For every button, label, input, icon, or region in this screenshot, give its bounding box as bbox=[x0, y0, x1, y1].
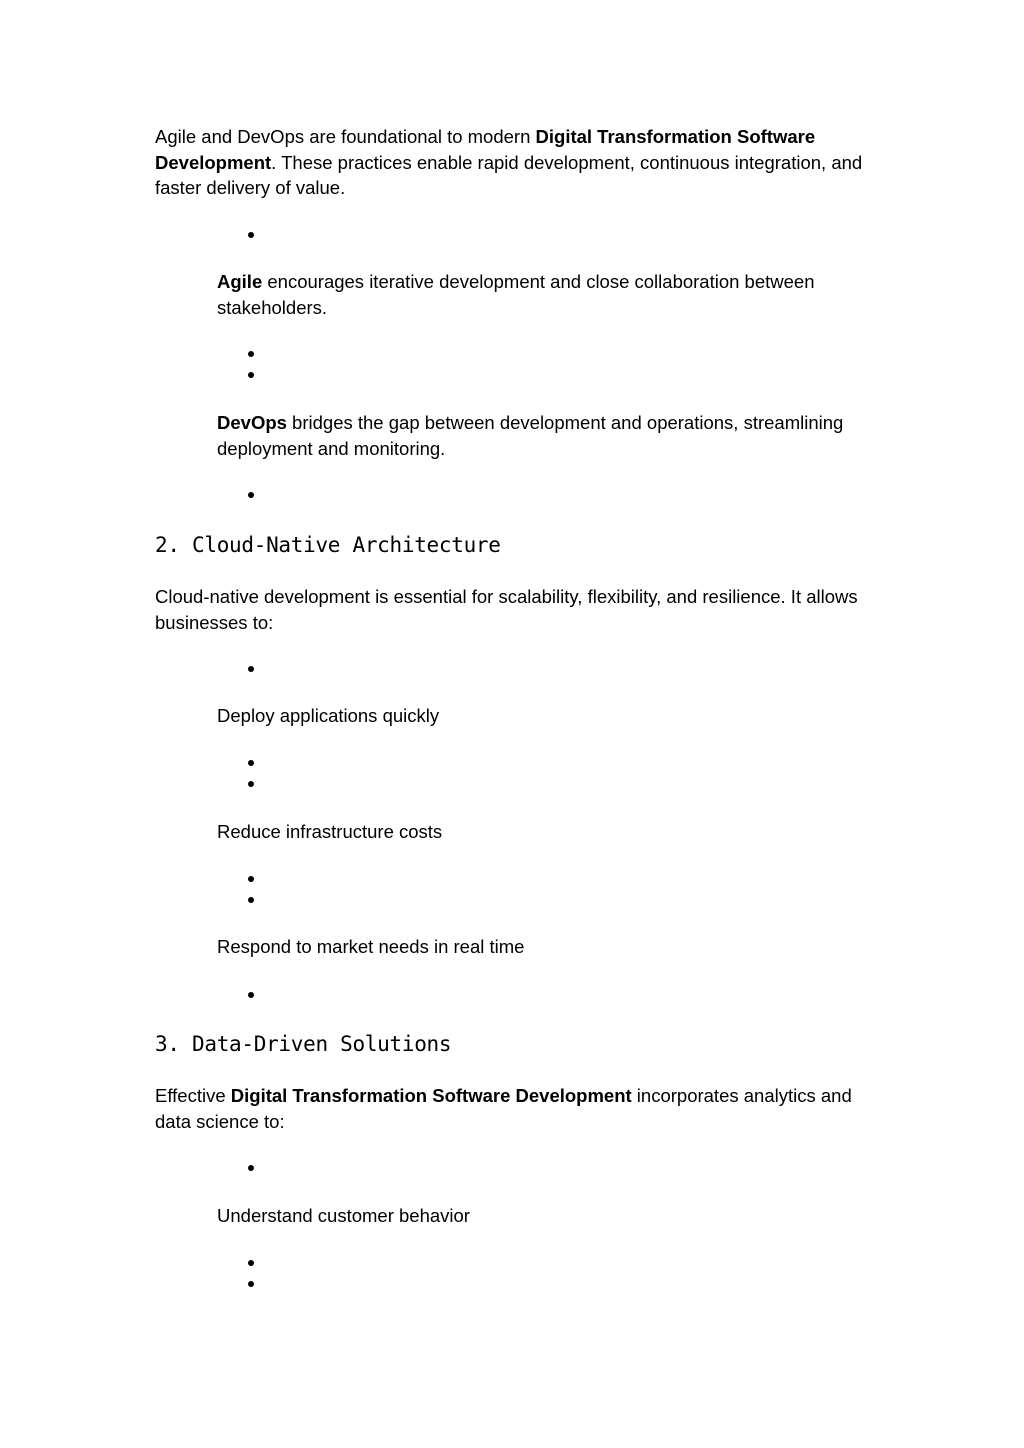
intro-text-start: Agile and DevOps are foundational to modern bbox=[155, 126, 536, 147]
bullet bbox=[246, 990, 256, 1000]
section2-intro: Cloud-native development is essential for scalability, flexibility, and resilience. It allows businesses to: bbox=[155, 586, 858, 633]
section3-bold-term: Digital Transformation Software Development bbox=[230, 1085, 632, 1106]
agile-item bbox=[217, 269, 882, 320]
list-item: Understand customer behavior bbox=[217, 1205, 470, 1226]
section-heading-data-driven: 3. Data-Driven Solutions bbox=[155, 1032, 452, 1056]
bullet bbox=[246, 1163, 256, 1173]
list-item: Deploy applications quickly bbox=[217, 705, 440, 726]
list-item: Reduce infrastructure costs bbox=[217, 821, 443, 842]
bullet bbox=[246, 895, 256, 905]
section3-intro-end: incorporates analytics and data science to: bbox=[155, 1085, 852, 1132]
intro-bold-term: Digital Transformation Software Development bbox=[155, 126, 816, 173]
section3-intro bbox=[155, 1083, 875, 1134]
bullet bbox=[246, 874, 256, 884]
bullet bbox=[246, 349, 256, 359]
bullet bbox=[246, 230, 256, 240]
bullet bbox=[246, 1279, 256, 1289]
bullet bbox=[246, 370, 256, 380]
intro-paragraph bbox=[155, 124, 875, 201]
bullet bbox=[246, 1258, 256, 1268]
bullet bbox=[246, 490, 256, 500]
bullet bbox=[246, 664, 256, 674]
devops-bold-term: DevOps bbox=[217, 412, 287, 433]
section3-intro-start: Effective bbox=[155, 1085, 231, 1106]
list-item: Respond to market needs in real time bbox=[217, 936, 525, 957]
agile-description: encourages iterative development and close collaboration between stakeholders. bbox=[217, 271, 815, 318]
section-heading-cloud-native: 2. Cloud-Native Architecture bbox=[155, 533, 501, 557]
devops-description: bridges the gap between development and operations, streamlining deployment and monitoring. bbox=[217, 412, 844, 459]
bullet bbox=[246, 758, 256, 768]
bullet bbox=[246, 779, 256, 789]
devops-item bbox=[217, 410, 882, 461]
agile-bold-term: Agile bbox=[217, 271, 263, 292]
intro-text-end: . These practices enable rapid development, continuous integration, and faster delivery of value. bbox=[155, 151, 863, 198]
